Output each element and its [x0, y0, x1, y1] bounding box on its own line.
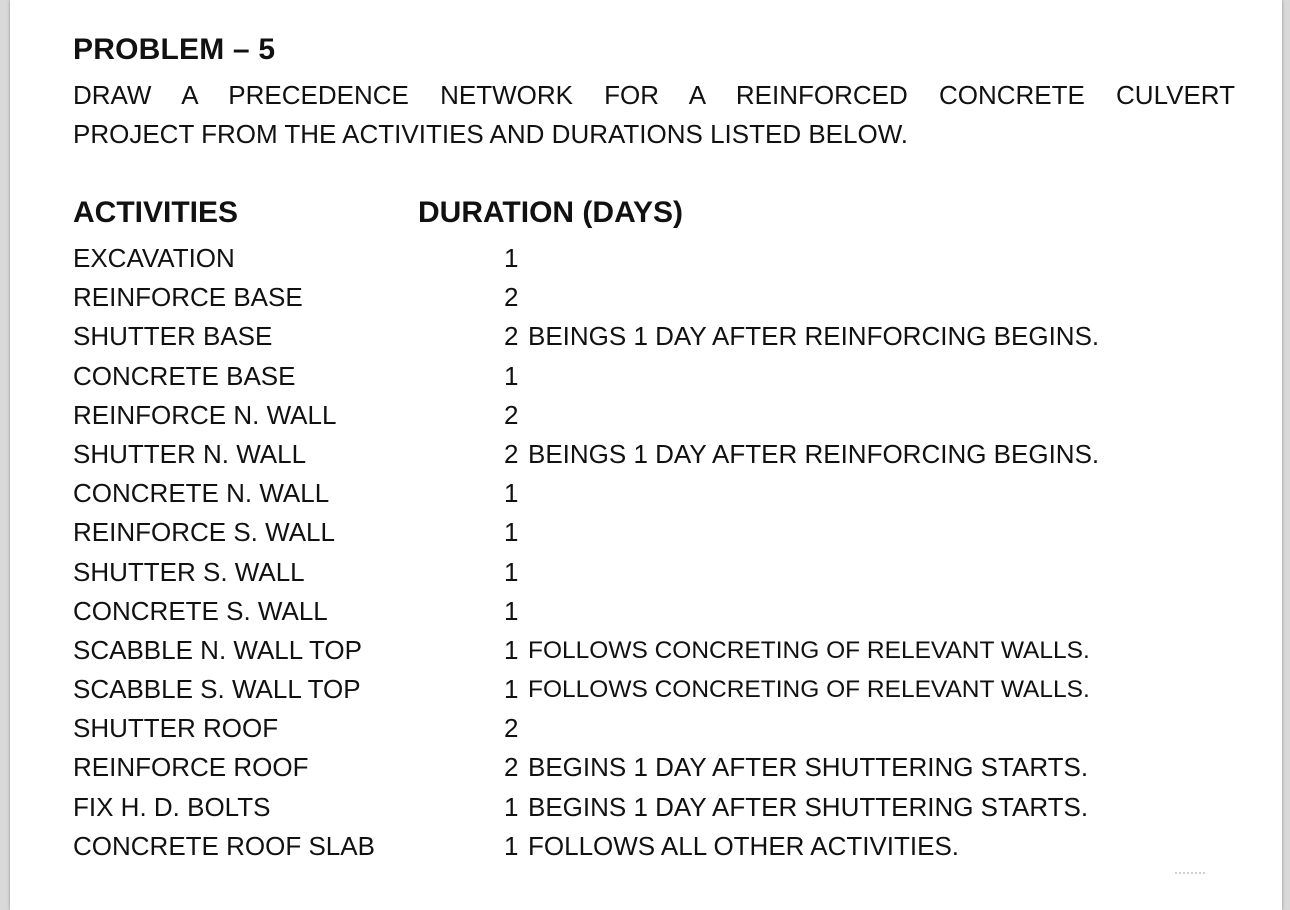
activity-name: SHUTTER S. WALL — [73, 556, 305, 587]
table-row — [73, 748, 1253, 787]
table-row — [73, 435, 1253, 474]
activity-duration: 1 — [504, 634, 519, 665]
table-row — [73, 592, 1253, 631]
problem-instructions — [73, 76, 1235, 154]
activity-note: BEINGS 1 DAY AFTER REINFORCING BEGINS. — [528, 321, 1100, 352]
table-row — [73, 709, 1253, 748]
table-row — [73, 239, 1253, 278]
activity-name: REINFORCE S. WALL — [73, 517, 335, 548]
table-row — [73, 553, 1253, 592]
activity-name: SCABBLE N. WALL TOP — [73, 634, 362, 665]
activity-note: FOLLOWS CONCRETING OF RELEVANT WALLS. — [528, 636, 1090, 664]
duration-header: DURATION (DAYS) — [418, 196, 684, 229]
activity-name: EXCAVATION — [73, 243, 235, 273]
activity-note: BEGINS 1 DAY AFTER SHUTTERING STARTS. — [528, 791, 1089, 822]
activity-name: SHUTTER ROOF — [73, 713, 279, 744]
activity-duration: 1 — [504, 595, 519, 626]
activity-duration: 1 — [504, 556, 519, 587]
activity-table — [73, 239, 1253, 866]
activity-name: REINFORCE BASE — [73, 282, 303, 313]
activity-duration: 1 — [504, 243, 519, 273]
activity-note: BEGINS 1 DAY AFTER SHUTTERING STARTS. — [528, 752, 1089, 783]
table-row — [73, 317, 1253, 356]
activity-duration: 2 — [504, 321, 519, 352]
activity-duration: 2 — [504, 438, 519, 469]
table-row — [73, 631, 1253, 670]
activity-name: SHUTTER BASE — [73, 321, 273, 352]
activity-duration: 2 — [504, 713, 519, 744]
instructions-line-1: DRAW A PRECEDENCE NETWORK FOR A REINFORCED CONCRETE CULVERT — [73, 80, 1235, 110]
table-row — [73, 788, 1253, 827]
activity-duration: 1 — [504, 360, 519, 391]
activity-name: CONCRETE S. WALL — [73, 595, 328, 626]
activity-note: FOLLOWS ALL OTHER ACTIVITIES. — [528, 830, 960, 861]
table-row — [73, 474, 1253, 513]
activity-duration: 2 — [504, 399, 519, 430]
activity-duration: 1 — [504, 478, 519, 509]
table-row — [73, 278, 1253, 317]
activity-name: REINFORCE N. WALL — [73, 399, 337, 430]
table-row — [73, 513, 1253, 552]
activity-duration: 2 — [504, 752, 519, 783]
document-page — [10, 0, 1282, 910]
activity-duration: 1 — [504, 517, 519, 548]
activities-header: ACTIVITIES — [73, 196, 239, 229]
activity-duration: 2 — [504, 282, 519, 313]
problem-title: PROBLEM – 5 — [73, 33, 276, 66]
activity-name: CONCRETE BASE — [73, 360, 296, 391]
activity-name: SHUTTER N. WALL — [73, 438, 307, 469]
table-row — [73, 670, 1253, 709]
table-row — [73, 357, 1253, 396]
table-row — [73, 827, 1253, 866]
activity-name: CONCRETE N. WALL — [73, 478, 330, 509]
table-row — [73, 396, 1253, 435]
activity-duration: 1 — [504, 830, 519, 861]
page-footer-mark — [1175, 872, 1205, 877]
activity-note: FOLLOWS CONCRETING OF RELEVANT WALLS. — [528, 676, 1090, 704]
activity-name: REINFORCE ROOF — [73, 752, 309, 783]
activity-name: FIX H. D. BOLTS — [73, 791, 271, 822]
activity-name: CONCRETE ROOF SLAB — [73, 830, 375, 861]
activity-duration: 1 — [504, 791, 519, 822]
activity-note: BEINGS 1 DAY AFTER REINFORCING BEGINS. — [528, 438, 1100, 469]
activity-duration: 1 — [504, 674, 519, 705]
instructions-line-2: PROJECT FROM THE ACTIVITIES AND DURATIONS LISTED BELOW. — [73, 119, 909, 149]
activity-name: SCABBLE S. WALL TOP — [73, 674, 361, 705]
